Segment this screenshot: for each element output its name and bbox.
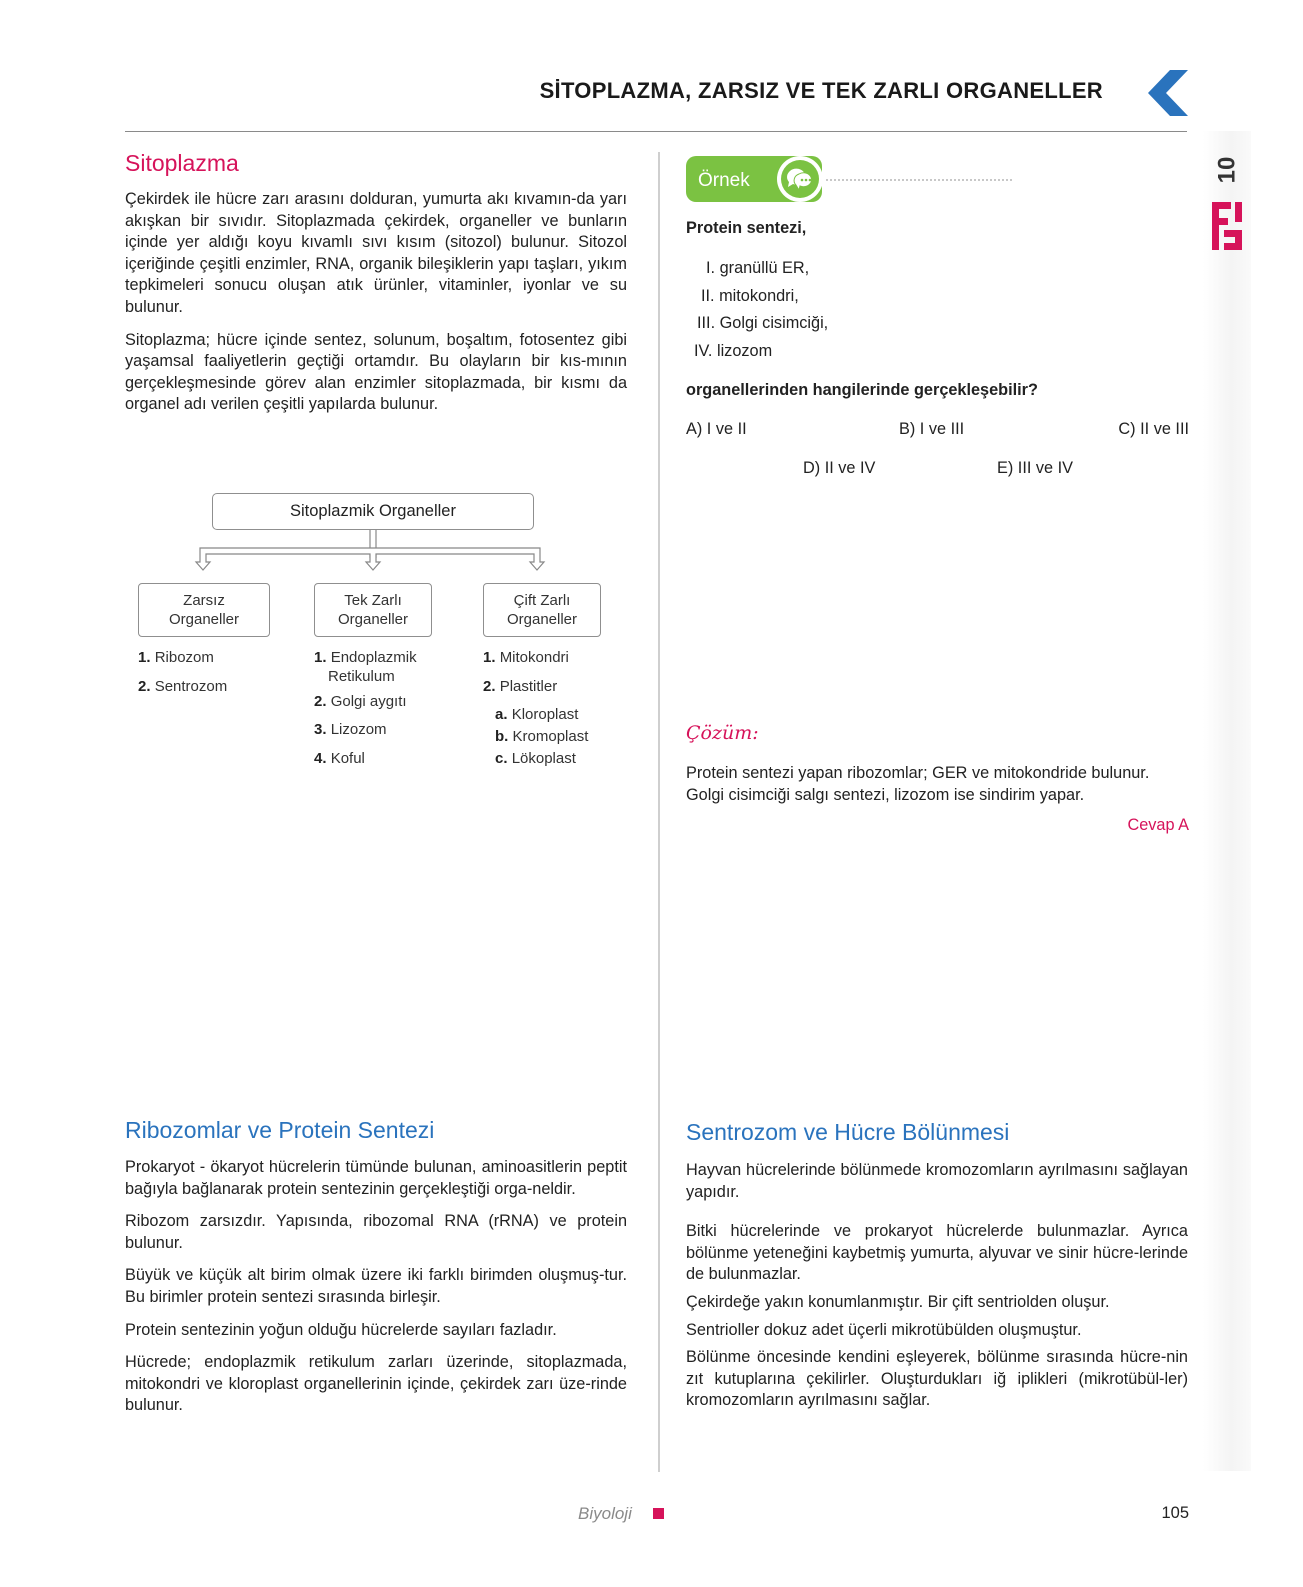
box-label: Organeller: [337, 611, 409, 628]
footer-subject: Biyoloji: [578, 1504, 632, 1523]
section-title-ribozom: Ribozomlar ve Protein Sentezi: [125, 1117, 435, 1143]
list-item: 1. Endoplazmik: [314, 649, 417, 666]
column-divider: [658, 152, 660, 1472]
paragraph: Büyük ve küçük alt birim olmak üzere iki farklı birimden oluşmuş-tur. Bu birimler protein sentezi sırasında birleşir.: [125, 1266, 627, 1306]
paragraph: Çekirdek ile hücre zarı arasını dolduran, yumurta akı kıvamın-da yarı akışkan bir sıvıdır. Sitoplazmada çekirdek, organeller ve bunların içinde yer aldığı koyu kıvamlı sıvı kısım (sitozol) bulunur. Sitozol içeriğinde çeşitli enzimler, RNA, organik bileşiklerin yapı taşları, yıkım tepkimeleri sonucu oluşan atık ürünler, vitaminler, iyonlar ve su bulunur.: [125, 190, 627, 316]
paragraph: Prokaryot - ökaryot hücrelerin tümünde bulunan, aminoasitlerin peptit bağıyla bağlanarak protein sentezinin gerçekleştiği orga-neldir.: [125, 1158, 627, 1198]
paragraph: Bitki hücrelerinde ve prokaryot hücrelerde bulunmazlar. Ayrıca bölünme yeteneğini kaybetmiş yumurta, alyuvar ve sinir hücre-lerinde de bulunmazlar.: [686, 1222, 1188, 1284]
question-item: I. granüllü ER,: [706, 259, 810, 277]
section-title-sitoplazma: Sitoplazma: [125, 150, 239, 176]
diagram-box-tek-zarli: [314, 583, 432, 637]
list-item: 4. Koful: [314, 750, 365, 767]
example-badge: [686, 156, 822, 202]
footer-square-icon: [653, 1508, 664, 1519]
box-label: Organeller: [168, 611, 240, 628]
paragraph: Çekirdeğe yakın konumlanmıştır. Bir çift sentriolden oluşur.: [686, 1292, 1110, 1311]
list-item: 1. Mitokondri: [483, 649, 569, 666]
svg-text:Örnek: Örnek: [698, 170, 750, 191]
question-item: IV. lizozom: [694, 342, 773, 360]
box-label: Organeller: [506, 611, 578, 628]
paragraph: Protein sentezinin yoğun olduğu hücrelerde sayıları fazladır.: [125, 1320, 557, 1339]
list-item-continued: Retikulum: [328, 668, 395, 685]
option-a[interactable]: A) I ve II: [686, 420, 747, 438]
solution-text: Protein sentezi yapan ribozomlar; GER ve mitokondride bulunur. Golgi cisimciği salgı sentezi, lizozom ise sindirim yapar.: [686, 764, 1150, 804]
list-item: 3. Lizozom: [314, 721, 387, 738]
list-item: 1. Ribozom: [138, 649, 214, 666]
box-label: Zarsız: [183, 592, 225, 609]
page-header-title: SİTOPLAZMA, ZARSIZ VE TEK ZARLI ORGANELLER: [539, 78, 1103, 103]
chevron-left-icon: [1148, 70, 1194, 116]
list-subitem: a. Kloroplast: [495, 706, 579, 723]
paragraph: Hayvan hücrelerinde bölünmede kromozomların ayrılmasını sağlayan yapıdır.: [686, 1161, 1188, 1201]
paragraph: Bölünme öncesinde kendini eşleyerek, bölünme sırasında hücre-nin zıt kutuplarına çekilirler. Oluşturdukları iğ iplikleri (mikrotübül-ler) kromozomların ayrılmasını sağlar.: [686, 1348, 1188, 1410]
sitoplazma-body: [125, 189, 627, 427]
question-intro: Protein sentezi,: [686, 219, 807, 237]
side-tab: [1203, 131, 1251, 1471]
paragraph: Ribozom zarsızdır. Yapısında, ribozomal RNA (rRNA) ve protein bulunur.: [125, 1212, 627, 1252]
diagram-box-cift-zarli: [483, 583, 601, 637]
diagram-box-zarsiz: [138, 583, 270, 637]
question-item: III. Golgi cisimciği,: [697, 314, 829, 332]
list-subitem: c. Lökoplast: [495, 750, 576, 767]
box-label: Çift Zarlı: [513, 592, 571, 609]
option-c[interactable]: C) II ve III: [1118, 420, 1189, 438]
paragraph: Sentrioller dokuz adet üçerli mikrotübülden oluşmuştur.: [686, 1320, 1082, 1339]
paragraph: Sitoplazma; hücre içinde sentez, solunum, boşaltım, fotosentez gibi yaşamsal faaliyetlerin geçtiği ortamdır. Bu olayların bir kıs-mının gerçekleşmesinde görev alan enzimler sitoplazmada, bir kısmı da organel adı verilen çeşitli yapılarda bulunur.: [125, 330, 627, 414]
question-end: organellerinden hangilerinde gerçekleşebilir?: [686, 381, 1038, 399]
ribozom-body: [125, 1157, 627, 1428]
solution-label: Çözüm:: [686, 722, 759, 744]
diagram-root-box: Sitoplazmik Organeller: [212, 493, 534, 530]
option-e[interactable]: E) III ve IV: [997, 459, 1074, 477]
list-subitem: b. Kromoplast: [495, 728, 589, 745]
svg-text:10: 10: [1213, 156, 1241, 184]
publisher-logo-icon: [1210, 200, 1244, 252]
list-item: 2. Sentrozom: [138, 678, 228, 695]
box-label: Tek Zarlı: [344, 592, 402, 609]
answer-label: Cevap A: [1127, 816, 1189, 834]
question-item: II. mitokondri,: [701, 287, 799, 305]
option-b[interactable]: B) I ve III: [899, 420, 965, 438]
option-d[interactable]: D) II ve IV: [803, 459, 876, 477]
dotted-rule: [826, 179, 1012, 181]
side-tab-number: [1212, 150, 1242, 190]
list-item: 2. Plastitler: [483, 678, 558, 695]
header-divider: [125, 131, 1187, 132]
sentrozom-body: [686, 1160, 1188, 1423]
page-number: 105: [1161, 1504, 1189, 1522]
section-title-sentrozom: Sentrozom ve Hücre Bölünmesi: [686, 1119, 1010, 1145]
paragraph: Hücrede; endoplazmik retikulum zarları üzerinde, sitoplazmada, mitokondri ve kloroplast organellerinin içinde, çekirdek zarı üze-rinde bulunur.: [125, 1353, 627, 1415]
list-item: 2. Golgi aygıtı: [314, 693, 407, 710]
